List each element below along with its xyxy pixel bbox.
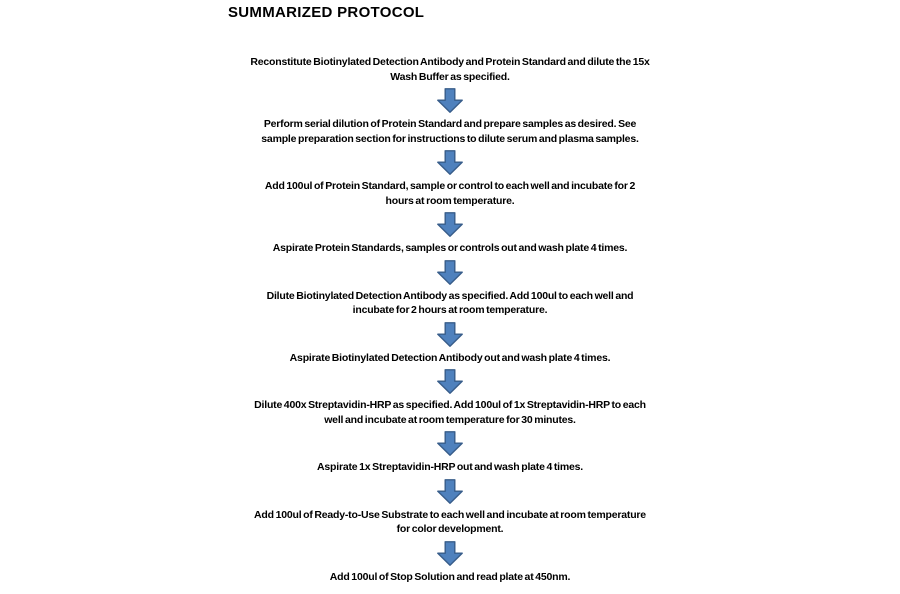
protocol-step-5 — [267, 289, 634, 318]
protocol-step-2 — [261, 117, 638, 146]
step-text-line: Add 100ul of Stop Solution and read plate at 450nm. — [329, 570, 571, 583]
page-title: SUMMARIZED PROTOCOL — [228, 4, 425, 21]
protocol-step-4 — [273, 241, 627, 256]
step-text-line: incubate for 2 hours at room temperature. — [352, 304, 548, 316]
protocol-step-9 — [254, 508, 646, 537]
down-arrow-icon — [437, 260, 463, 285]
down-arrow-icon — [437, 212, 463, 237]
step-text-line: Aspirate Biotinylated Detection Antibody out and wash plate 4 times. — [289, 351, 611, 364]
step-text-line: Reconstitute Biotinylated Detection Antibody and Protein Standard and dilute the 15x — [250, 56, 650, 68]
protocol-step-10 — [330, 570, 570, 585]
down-arrow-icon — [437, 431, 463, 456]
step-text-line: Dilute Biotinylated Detection Antibody as specified. Add 100ul to each well and — [266, 289, 634, 302]
down-arrow-icon — [437, 369, 463, 394]
protocol-step-1 — [250, 55, 649, 84]
step-text-line: well and incubate at room temperature for 30 minutes. — [324, 413, 576, 426]
protocol-step-3 — [265, 179, 635, 208]
protocol-step-6 — [290, 351, 611, 366]
protocol-flowchart — [225, 55, 675, 584]
step-text-line: Dilute 400x Streptavidin-HRP as specified. Add 100ul of 1x Streptavidin-HRP to each — [254, 399, 646, 411]
down-arrow-icon — [437, 479, 463, 504]
step-text-line: Aspirate Protein Standards, samples or controls out and wash plate 4 times. — [272, 242, 628, 254]
step-text-line: Add 100ul of Ready-to-Use Substrate to each well and incubate at room temperature — [254, 508, 646, 521]
down-arrow-icon — [437, 150, 463, 175]
step-text-line: Add 100ul of Protein Standard, sample or control to each well and incubate for 2 — [264, 180, 636, 192]
step-text-line: for color development. — [396, 523, 504, 535]
step-text-line: Wash Buffer as specified. — [390, 70, 510, 83]
step-text-line: hours at room temperature. — [385, 194, 515, 207]
step-text-line: Aspirate 1x Streptavidin-HRP out and wash plate 4 times. — [317, 461, 583, 473]
down-arrow-icon — [437, 322, 463, 347]
step-text-line: Perform serial dilution of Protein Standard and prepare samples as desired. See — [263, 118, 637, 130]
protocol-step-8 — [317, 460, 583, 475]
down-arrow-icon — [437, 541, 463, 566]
step-text-line: sample preparation section for instructions to dilute serum and plasma samples. — [261, 132, 639, 145]
protocol-step-7 — [254, 398, 646, 427]
down-arrow-icon — [437, 88, 463, 113]
